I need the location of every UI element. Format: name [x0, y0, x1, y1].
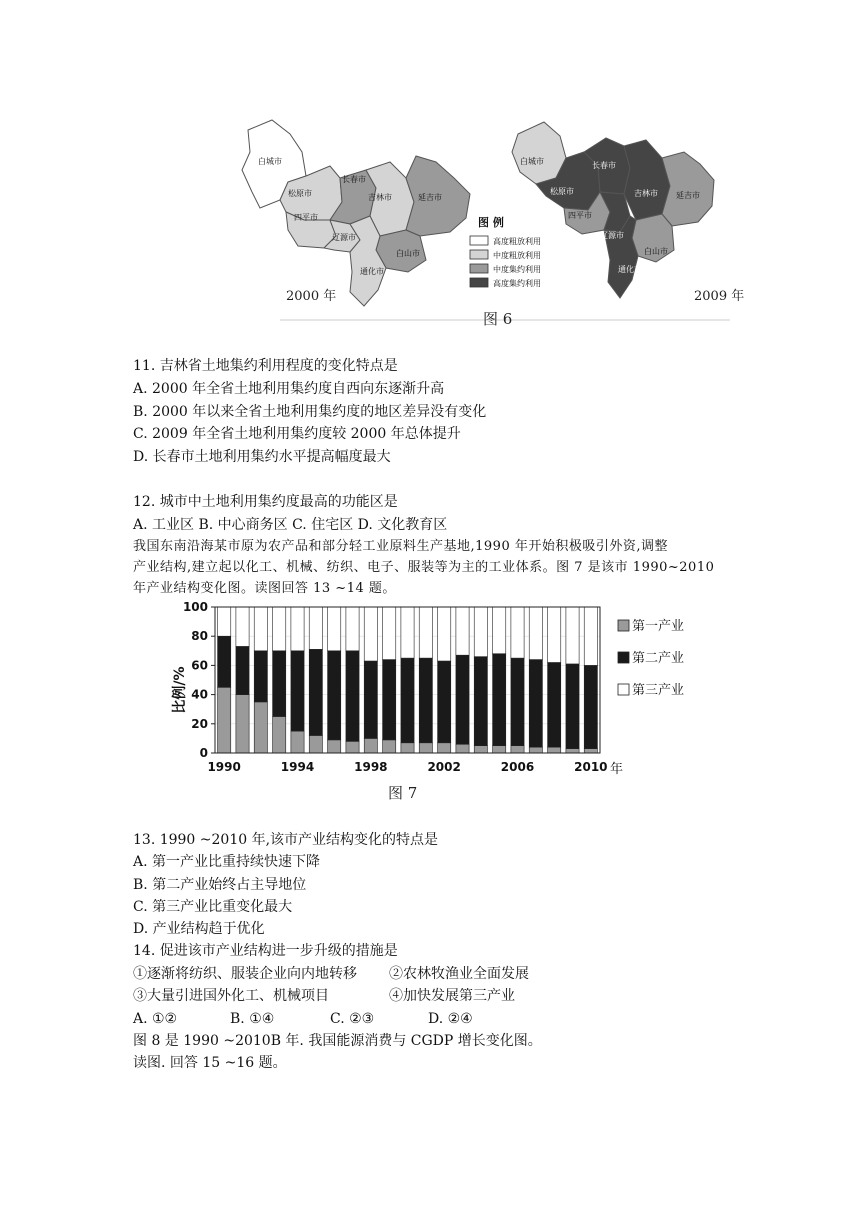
bar-2003-series-0 [456, 744, 469, 753]
bar-2004-series-0 [474, 746, 487, 753]
chart-y-axis-label: 比例/% [172, 666, 188, 714]
intro15-line2: 读图. 回答 15 ~16 题。 [133, 1055, 287, 1071]
q12-options: A. 工业区 B. 中心商务区 C. 住宅区 D. 文化教育区 [133, 517, 448, 533]
bar-2000-series-2 [401, 607, 414, 658]
bar-2001-series-2 [419, 607, 432, 658]
bar-1990-series-2 [218, 607, 231, 636]
q13-stem: 13. 1990 ~2010 年,该市产业结构变化的特点是 [133, 832, 439, 848]
x-tick-label-2002: 2002 [427, 760, 461, 774]
bar-2000-series-1 [401, 658, 414, 743]
bar-1995-series-0 [309, 735, 322, 753]
figure-6-maps [200, 112, 760, 327]
bar-2005-series-0 [493, 746, 506, 753]
map-2000-label-baicheng: 白城市 [258, 157, 282, 166]
chart-x-ticks [207, 760, 607, 774]
q13-option-d: D. 产业结构趋于优化 [133, 921, 265, 937]
legend-swatch-series-2 [618, 684, 629, 695]
legend-label-1: 中度粗放利用 [493, 251, 541, 260]
q14-option-c: C. ②③ [330, 1011, 375, 1027]
bar-1995-series-1 [309, 649, 322, 735]
bar-1999-series-1 [383, 660, 396, 740]
bar-1998-series-1 [364, 661, 377, 738]
map-2000-label-tonghua: 通化市 [360, 267, 384, 276]
y-tick-label-40: 40 [191, 687, 208, 702]
legend-title: 图 例 [478, 216, 504, 229]
chart-legend [618, 618, 684, 698]
map-2000 [242, 120, 470, 306]
bar-2004-series-2 [474, 607, 487, 657]
map-2009 [512, 122, 744, 304]
q14-stem: 14. 促进该市产业结构进一步升级的措施是 [133, 943, 398, 959]
q13-option-a: A. 第一产业比重持续快速下降 [133, 854, 321, 870]
bar-1998-series-0 [364, 738, 377, 753]
x-tick-label-1994: 1994 [280, 760, 315, 774]
bar-2010-series-0 [584, 749, 597, 753]
x-tick-label-2006: 2006 [500, 760, 535, 774]
bar-2008-series-1 [548, 662, 561, 747]
q12-stem: 12. 城市中土地利用集约度最高的功能区是 [133, 494, 398, 510]
legend-swatch-3 [470, 278, 488, 287]
region-2009-yanji [662, 152, 714, 226]
bar-2004-series-1 [474, 657, 487, 746]
map-2009-label-jilin: 吉林市 [634, 189, 658, 198]
q11-option-c: C. 2009 年全省土地利用集约度较 2000 年总体提升 [133, 426, 461, 442]
bar-1996-series-0 [328, 740, 341, 753]
bar-2006-series-2 [511, 607, 524, 658]
intro13-line3: 年产业结构变化图。读图回答 13 ~14 题。 [133, 581, 396, 596]
bar-2005-series-1 [493, 654, 506, 746]
region-2009-jilin [624, 140, 670, 220]
bar-2009-series-1 [566, 664, 579, 749]
map-2009-label-changchun: 长春市 [592, 161, 616, 170]
legend-label-series-1: 第二产业 [632, 651, 685, 666]
bar-2008-series-2 [548, 607, 561, 662]
map-2000-label-jilin: 吉林市 [368, 193, 392, 202]
q11-option-a: A. 2000 年全省土地利用集约度自西向东逐渐升高 [133, 381, 445, 397]
legend-label-0: 高度粗放利用 [493, 237, 541, 246]
bar-2010-series-2 [584, 607, 597, 665]
map-2009-label-songyuan: 松原市 [550, 187, 574, 196]
legend-label-series-2: 第三产业 [632, 683, 685, 698]
q11-stem: 11. 吉林省土地集约利用程度的变化特点是 [133, 358, 398, 374]
map-2009-label-liaoyuan: 辽源市 [600, 231, 624, 240]
legend-swatch-0 [470, 236, 488, 245]
bar-1999-series-2 [383, 607, 396, 660]
x-tick-label-1990: 1990 [207, 760, 241, 774]
map-2000-year: 2000 年 [286, 289, 337, 304]
figure-6-caption: 图 6 [483, 310, 513, 328]
q14-choice-2: ②农林牧渔业全面发展 [389, 966, 529, 982]
legend-label-2: 中度集约利用 [493, 265, 541, 274]
bar-1991-series-1 [236, 646, 249, 694]
bar-1996-series-2 [328, 607, 341, 651]
map-2009-label-yanji: 延吉市 [676, 191, 700, 200]
bar-1991-series-2 [236, 607, 249, 646]
map-2000-label-baishan: 白山市 [396, 249, 420, 258]
bar-2005-series-2 [493, 607, 506, 654]
figure-7-caption: 图 7 [388, 784, 418, 802]
y-tick-label-80: 80 [191, 629, 208, 644]
map-2009-label-baishan: 白山市 [644, 247, 668, 256]
bar-1992-series-1 [254, 651, 267, 702]
map-2000-label-siping: 四平市 [294, 213, 318, 222]
map-2009-label-siping: 四平市 [568, 211, 592, 220]
bar-1991-series-0 [236, 695, 249, 753]
bar-2003-series-2 [456, 607, 469, 655]
chart-x-unit: 年 [610, 762, 624, 777]
bar-1997-series-1 [346, 651, 359, 742]
bar-2001-series-1 [419, 658, 432, 743]
chart-bars [218, 607, 598, 753]
intro13-line1: 我国东南沿海某市原为农产品和部分轻工业原料生产基地,1990 年开始积极吸引外资,调整 [133, 539, 668, 554]
legend-label-series-0: 第一产业 [632, 619, 685, 634]
map-legend [470, 215, 541, 288]
q11-option-b: B. 2000 年以来全省土地利用集约度的地区差异没有变化 [133, 404, 487, 420]
bar-1996-series-1 [328, 651, 341, 740]
bar-2007-series-1 [529, 660, 542, 748]
bar-1999-series-0 [383, 740, 396, 753]
map-2000-label-yanji: 延吉市 [418, 193, 442, 202]
legend-label-3: 高度集约利用 [493, 279, 541, 288]
bar-1993-series-1 [273, 651, 286, 717]
bar-1992-series-0 [254, 702, 267, 753]
bar-1997-series-0 [346, 741, 359, 753]
bar-1990-series-1 [218, 636, 231, 687]
bar-2007-series-0 [529, 747, 542, 753]
q13-option-b: B. 第二产业始终占主导地位 [133, 877, 307, 893]
q14-choice-4: ④加快发展第三产业 [389, 988, 515, 1004]
q14-choice-3: ③大量引进国外化工、机械项目 [133, 988, 329, 1004]
q14-option-d: D. ②④ [428, 1011, 473, 1027]
bar-1994-series-2 [291, 607, 304, 651]
bar-2009-series-0 [566, 749, 579, 753]
bar-1993-series-2 [273, 607, 286, 651]
map-2009-label-tonghua: 通化市 [618, 265, 642, 274]
q14-option-a: A. ①② [133, 1011, 178, 1027]
map-2000-label-changchun: 长春市 [342, 175, 366, 184]
legend-swatch-1 [470, 250, 488, 259]
intro15-line1: 图 8 是 1990 ~2010B 年. 我国能源消费与 CGDP 增长变化图。 [133, 1033, 542, 1049]
x-tick-label-1998: 1998 [354, 760, 388, 774]
bar-1997-series-2 [346, 607, 359, 651]
bar-2003-series-1 [456, 655, 469, 744]
bar-2002-series-1 [438, 661, 451, 743]
bar-2008-series-0 [548, 747, 561, 753]
bar-2002-series-0 [438, 743, 451, 753]
map-2000-label-songyuan: 松原市 [288, 189, 312, 198]
legend-swatch-series-1 [618, 652, 629, 663]
bar-1990-series-0 [218, 687, 231, 753]
bar-2009-series-2 [566, 607, 579, 664]
q14-option-b: B. ①④ [230, 1011, 275, 1027]
bar-2010-series-1 [584, 665, 597, 748]
y-tick-label-20: 20 [191, 716, 208, 731]
bar-2001-series-0 [419, 743, 432, 753]
bar-2000-series-0 [401, 743, 414, 753]
bar-1994-series-0 [291, 731, 304, 753]
x-tick-label-2010: 2010 [574, 760, 608, 774]
bar-1995-series-2 [309, 607, 322, 649]
figure-7-chart [170, 598, 685, 813]
y-tick-label-0: 0 [199, 746, 208, 760]
y-tick-label-60: 60 [191, 658, 208, 673]
bar-2006-series-1 [511, 658, 524, 746]
intro13-line2: 产业结构,建立起以化工、机械、纺织、电子、服装等为主的工业体系。图 7 是该市 1990~2010 [133, 560, 715, 575]
bar-1994-series-1 [291, 651, 304, 731]
legend-swatch-2 [470, 264, 488, 273]
map-2000-label-liaoyuan: 辽源市 [332, 233, 356, 242]
bar-1998-series-2 [364, 607, 377, 661]
q14-choice-1: ①逐渐将纺织、服装企业向内地转移 [133, 966, 357, 982]
q11-option-d: D. 长春市土地利用集约水平提高幅度最大 [133, 449, 391, 465]
map-2009-year: 2009 年 [694, 289, 745, 304]
map-2009-label-baicheng: 白城市 [520, 157, 544, 166]
bar-2002-series-2 [438, 607, 451, 661]
q13-option-c: C. 第三产业比重变化最大 [133, 899, 293, 915]
bar-1992-series-2 [254, 607, 267, 651]
y-tick-label-100: 100 [182, 600, 208, 614]
bar-2006-series-0 [511, 746, 524, 753]
bar-1993-series-0 [273, 717, 286, 754]
legend-swatch-series-0 [618, 620, 629, 631]
bar-2007-series-2 [529, 607, 542, 660]
